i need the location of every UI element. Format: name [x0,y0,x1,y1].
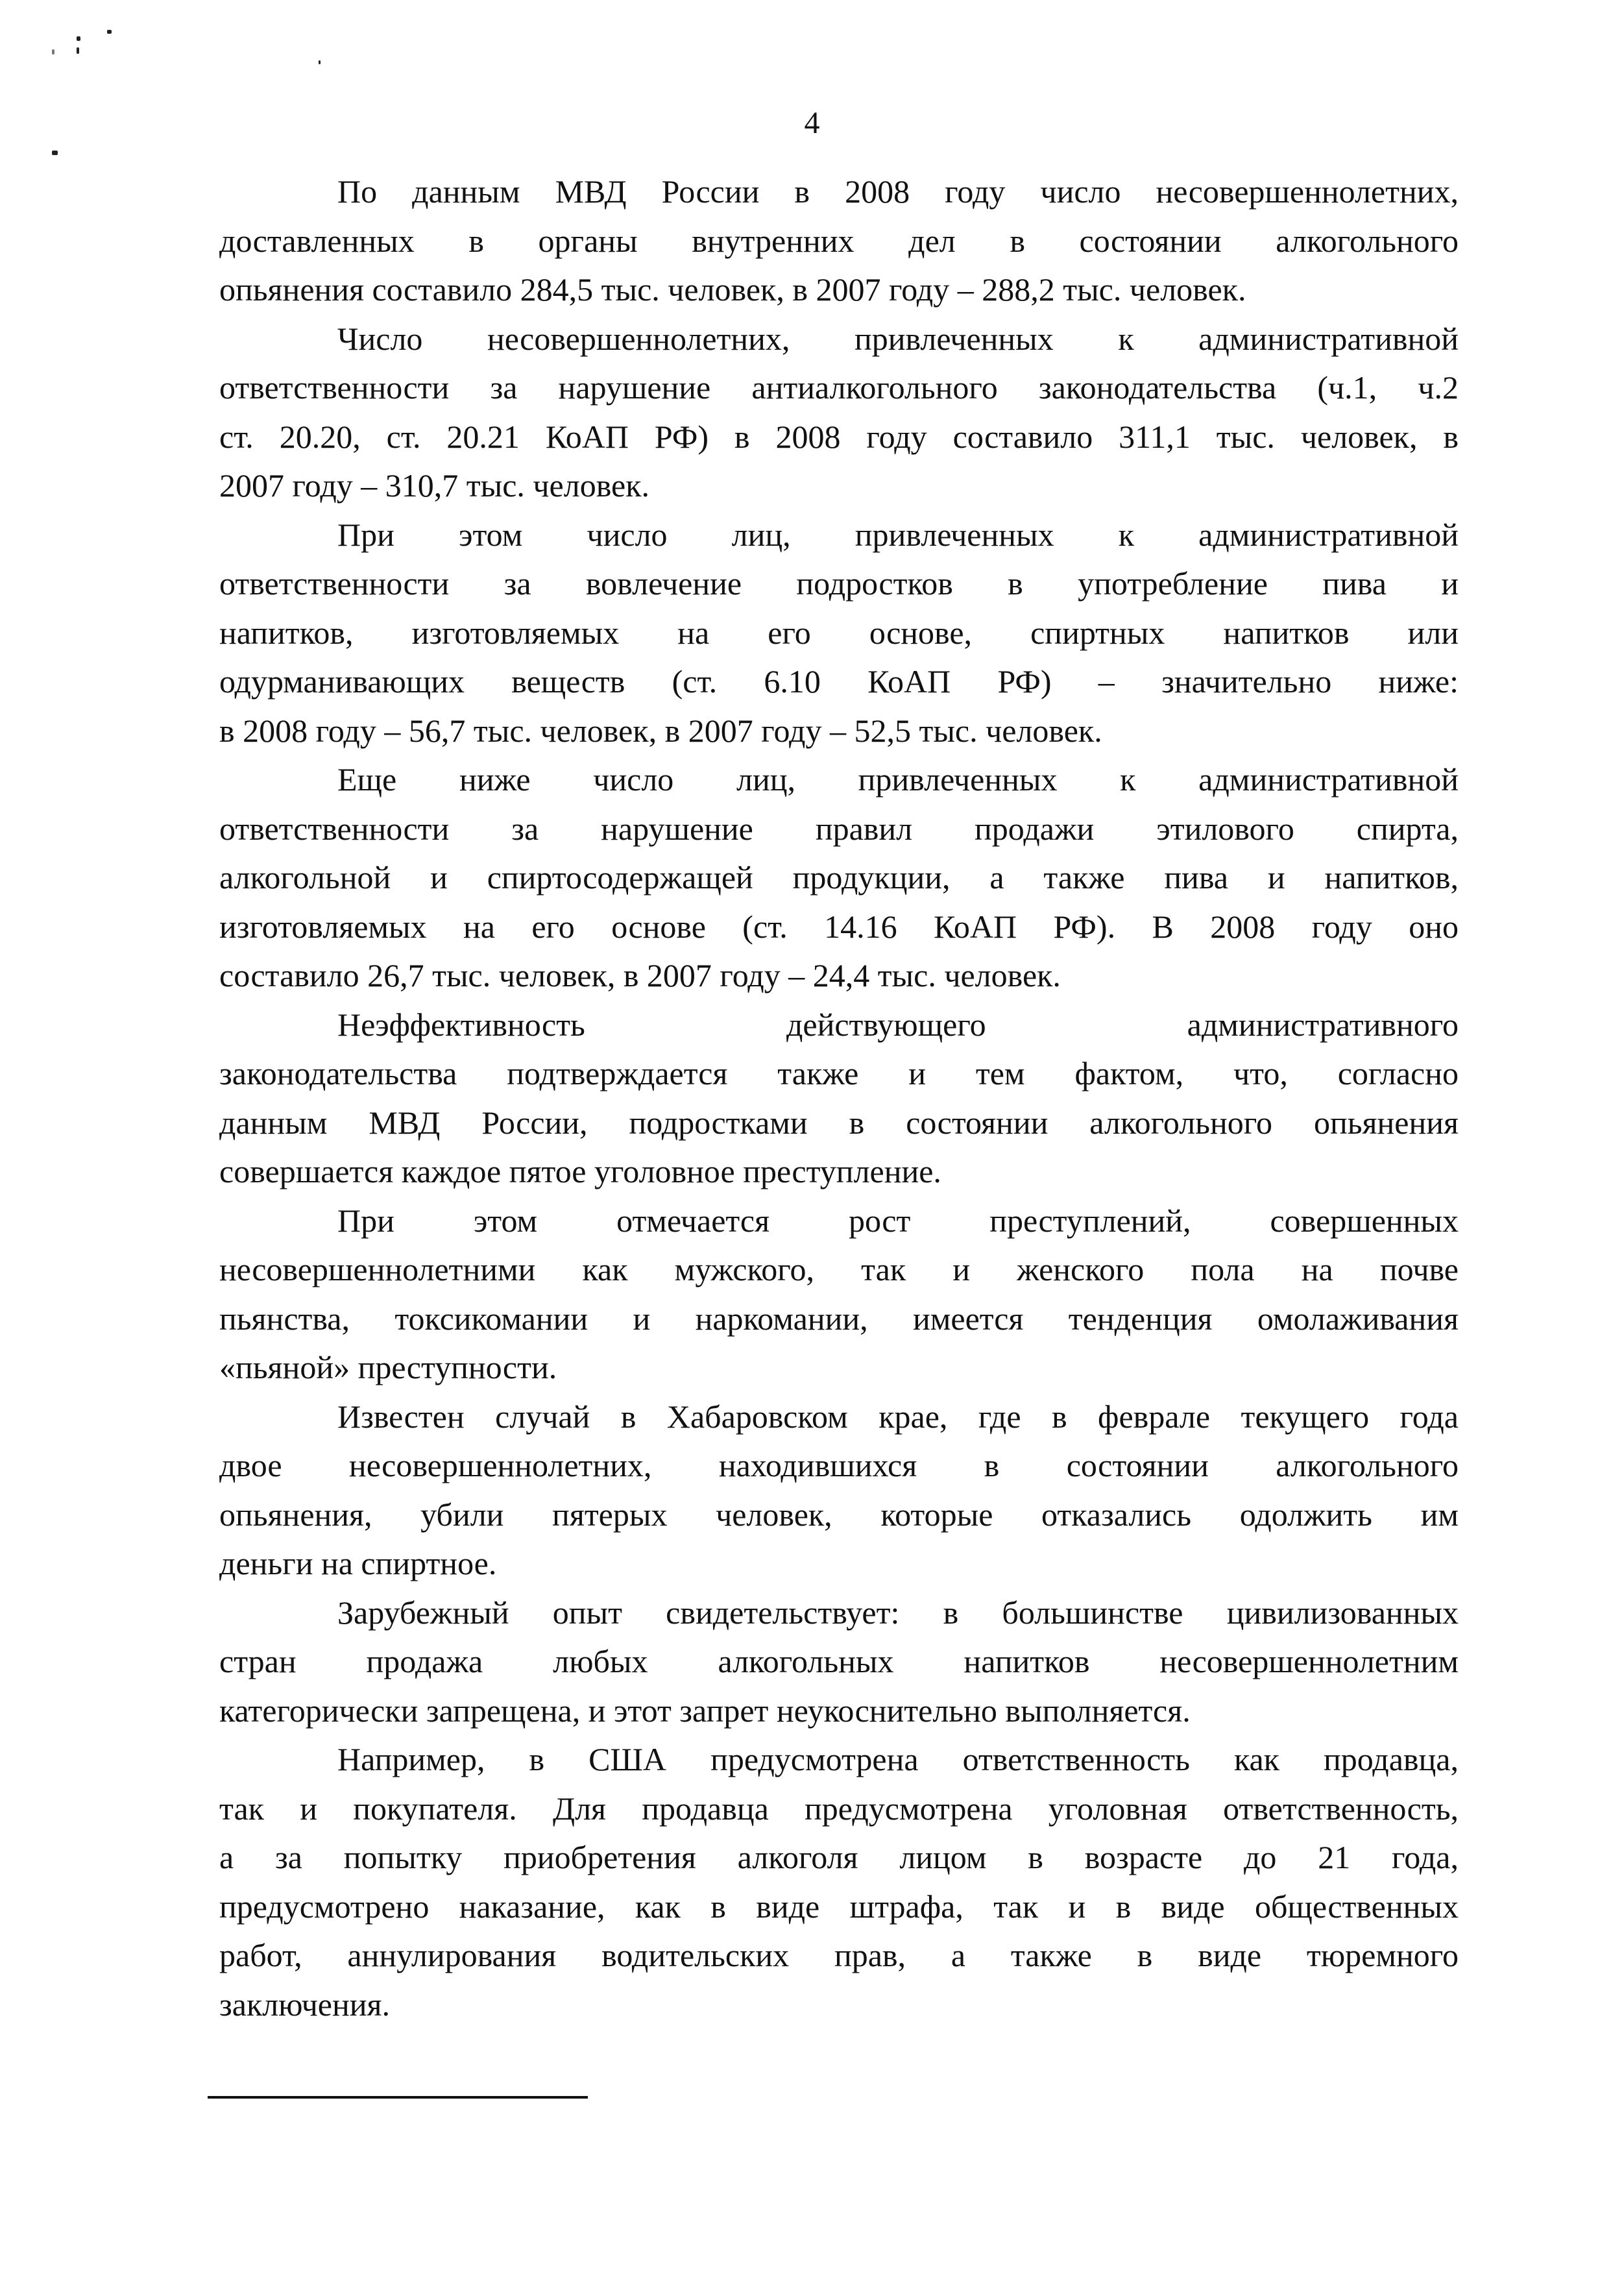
text-line: Число несовершеннолетних, привлеченных к административной [337,320,1459,357]
paragraph [219,511,1459,756]
paragraph [219,1589,1459,1736]
text-line: в 2008 году – 56,7 тыс. человек, в 2007 году – 52,5 тыс. человек. [219,712,1102,749]
footnote-separator-rule [208,2096,588,2099]
paragraph [219,315,1459,511]
paragraph [219,1735,1459,2029]
text-line: категорически запрещена, и этот запрет неукоснительно выполняется. [219,1692,1191,1729]
text-line: опьянения составило 284,5 тыс. человек, в 2007 году – 288,2 тыс. человек. [219,271,1246,308]
scan-artifact-mark [319,60,321,64]
text-line: При этом отмечается рост преступлений, совершенных [337,1202,1459,1239]
paragraph [219,755,1459,1001]
text-line: ответственности за вовлечение подростков в употребление пива и [219,565,1459,602]
text-line: совершается каждое пятое уголовное преступление. [219,1153,941,1189]
paragraph [219,1393,1459,1589]
text-line: «пьяной» преступности. [219,1349,557,1385]
paragraph [219,1197,1459,1393]
page-number: 4 [804,106,820,140]
text-line: работ, аннулирования водительских прав, а также в виде тюремного [219,1937,1459,1973]
text-line: изготовляемых на его основе (ст. 14.16 КоАП РФ). В 2008 году оно [219,908,1459,945]
text-line: так и покупателя. Для продавца предусмотрена уголовная ответственность, [219,1790,1459,1827]
text-line: заключения. [219,1986,390,2023]
text-line: Неэффективность действующего административного [337,1006,1459,1043]
text-line: Известен случай в Хабаровском крае, где в феврале текущего года [337,1398,1459,1435]
scan-artifact-mark [107,30,112,34]
scan-artifact-mark [52,151,58,155]
text-line: ответственности за нарушение антиалкогольного законодательства (ч.1, ч.2 [219,369,1459,406]
text-line: По данным МВД России в 2008 году число несовершеннолетних, [337,173,1459,210]
text-line: алкогольной и спиртосодержащей продукции, а также пива и напитков, [219,859,1459,896]
text-line: Например, в США предусмотрена ответственность как продавца, [337,1741,1459,1777]
document-body [219,167,1459,2029]
text-line: пьянства, токсикомании и наркомании, имеется тенденция омолаживания [219,1300,1459,1337]
text-line: стран продажа любых алкогольных напитков несовершеннолетним [219,1643,1459,1679]
text-line: законодательства подтверждается также и тем фактом, что, согласно [219,1055,1459,1091]
text-line: ст. 20.20, ст. 20.21 КоАП РФ) в 2008 году составило 311,1 тыс. человек, в [219,418,1459,455]
scan-artifact-mark [52,49,55,55]
scan-artifact-mark [77,47,79,54]
text-line: 2007 году – 310,7 тыс. человек. [219,467,649,504]
text-line: составило 26,7 тыс. человек, в 2007 году – 24,4 тыс. человек. [219,957,1061,993]
text-line: Еще ниже число лиц, привлеченных к административной [337,761,1459,798]
text-line: одурманивающих веществ (ст. 6.10 КоАП РФ) – значительно ниже: [219,663,1459,700]
text-line: опьянения, убили пятерых человек, которые отказались одолжить им [219,1496,1459,1533]
text-line: напитков, изготовляемых на его основе, спиртных напитков или [219,614,1459,651]
scan-artifact-mark [77,36,80,41]
paragraph [219,1001,1459,1197]
text-line: деньги на спиртное. [219,1545,497,1581]
text-line: предусмотрено наказание, как в виде штрафа, так и в виде общественных [219,1888,1459,1925]
paragraph [219,167,1459,315]
text-line: а за попытку приобретения алкоголя лицом в возрасте до 21 года, [219,1839,1459,1875]
text-line: доставленных в органы внутренних дел в состоянии алкогольного [219,222,1459,259]
text-line: данным МВД России, подростками в состоянии алкогольного опьянения [219,1104,1459,1141]
text-line: ответственности за нарушение правил продажи этилового спирта, [219,810,1459,847]
text-line: Зарубежный опыт свидетельствует: в большинстве цивилизованных [337,1594,1459,1631]
text-line: несовершеннолетними как мужского, так и женского пола на почве [219,1251,1459,1287]
text-line: При этом число лиц, привлеченных к административной [337,516,1459,553]
text-line: двое несовершеннолетних, находившихся в состоянии алкогольного [219,1447,1459,1483]
